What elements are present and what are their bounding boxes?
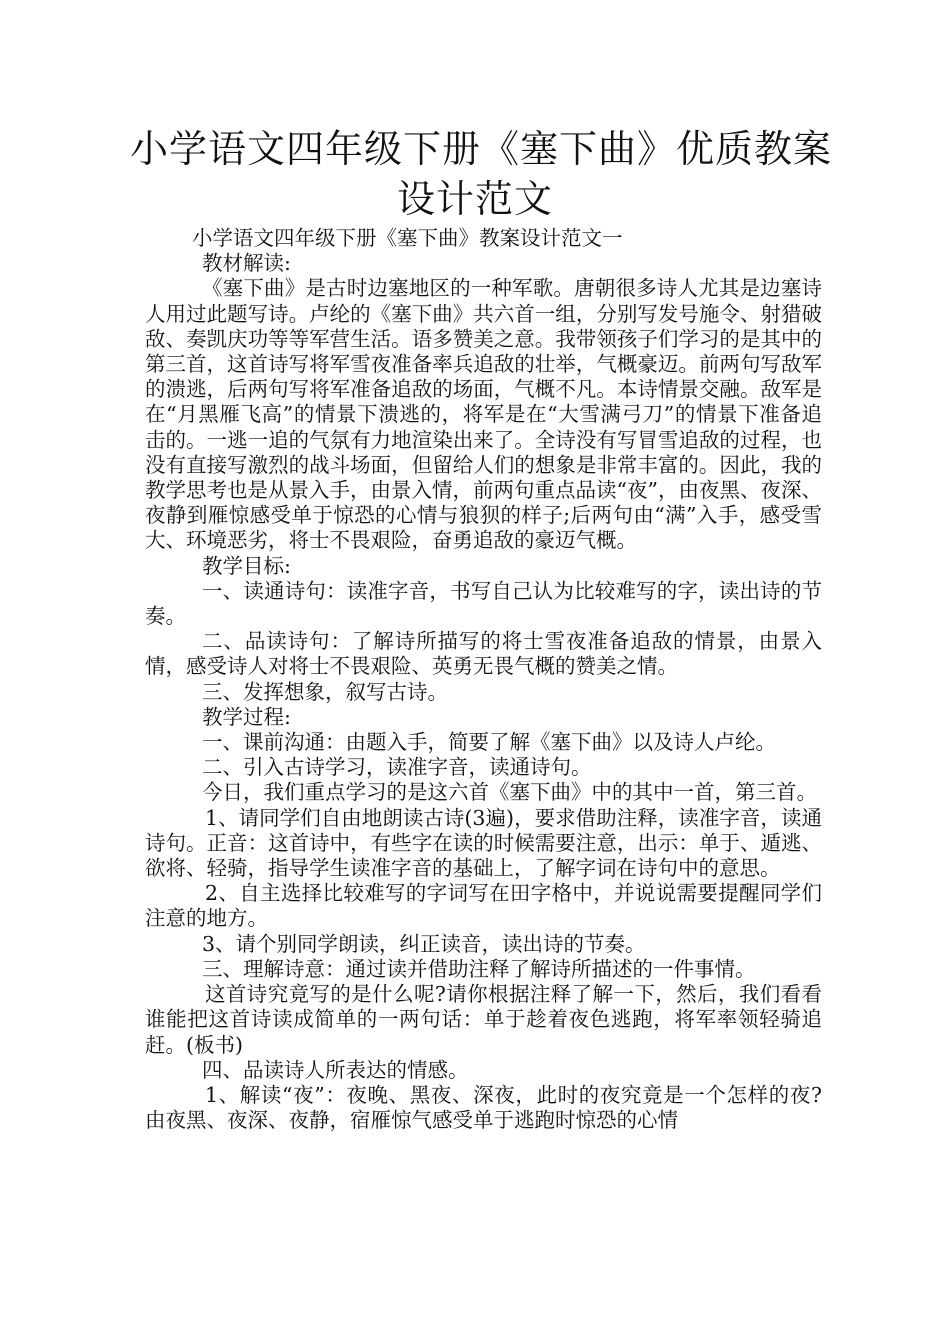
paragraph: 教材解读:: [202, 251, 291, 276]
title-line-1: 小学语文四年级下册《塞下曲》优质教案: [130, 127, 833, 171]
paragraph: 三、发挥想象，叙写古诗。: [202, 679, 448, 704]
paragraph: 今日，我们重点学习的是这六首《塞下曲》中的其中一首，第三首。: [202, 780, 817, 805]
paragraph: 这首诗究竟写的是什么呢?请你根据注释了解一下，然后，我们看看谁能把这首诗读成简单的一两句话：单于趁着夜色逃跑，将军率领轻骑追赶。(板书): [145, 982, 822, 1057]
paragraph: 1、解读“夜”：夜晚、黑夜、深夜，此时的夜究竟是一个怎样的夜?由夜黑、夜深、夜静，宿雁惊气感受单于逃跑时惊恐的心情: [145, 1082, 822, 1133]
paragraph: 一、读通诗句：读准字音，书写自己认为比较难写的字，读出诗的节奏。: [145, 578, 822, 629]
title-line-2: 设计范文: [396, 177, 553, 221]
paragraph: 二、品读诗句：了解诗所描写的将士雪夜准备追敌的情景，由景入情，感受诗人对将士不畏艰险、英勇无畏气概的赞美之情。: [145, 629, 822, 679]
paragraph: 四、品读诗人所表达的情感。: [202, 1057, 469, 1082]
document-body: [145, 226, 822, 1133]
paragraph: 教学目标:: [202, 553, 291, 578]
paragraph: 3、请个别同学朗读，纠正读音，读出诗的节奏。: [202, 931, 646, 956]
paragraph: 教学过程:: [202, 704, 291, 729]
paragraph: 一、课前沟通：由题入手，简要了解《塞下曲》以及诗人卢纶。: [202, 730, 776, 755]
paragraph: 2、自主选择比较难写的字词写在田字格中，并说说需要提醒同学们注意的地方。: [145, 881, 822, 931]
paragraph: 三、理解诗意：通过读并借助注释了解诗所描述的一件事情。: [202, 956, 756, 981]
section-heading: 小学语文四年级下册《塞下曲》教案设计范文一: [192, 226, 623, 250]
paragraph: 《塞下曲》是古时边塞地区的一种军歌。唐朝很多诗人尤其是边塞诗人用过此题写诗。卢纶的《塞下曲》共六首一组，分别写发号施令、射猎破敌、奏凯庆功等等军营生活。语多赞美之意。我带领孩子们学习的是其中的第三首，这首诗写将军雪夜准备率兵追敌的壮举，气概豪迈。前两句写敌军的溃逃，后两句写将军准备追敌的场面，气概不凡。本诗情景交融。敌军是在“月黑雁飞高”的情景下溃逃的，将军是在“大雪满弓刀”的情景下准备追击的。一逃一追的气氛有力地渲染出来了。全诗没有写冒雪追敌的过程，也没有直接写激烈的战斗场面，但留给人们的想象是非常丰富的。因此，我的教学思考也是从景入手，由景入情，前两句重点品读“夜”，由夜黑、夜深、夜静到雁惊感受单于惊恐的心情与狼狈的样子;后两句由“满”入手，感受雪大、环境恶劣，将士不畏艰险，奋勇追敌的豪迈气概。: [145, 276, 822, 553]
document-title: [130, 124, 833, 224]
paragraph: 二、引入古诗学习，读准字音，读通诗句。: [202, 755, 592, 780]
paragraph: 1、请同学们自由地朗读古诗(3遍)，要求借助注释，读准字音，读通诗句。正音：这首诗中，有些字在读的时候需要注意，出示：单于、遁逃、欲将、轻骑，指导学生读准字音的基础上，了解字词在诗句中的意思。: [145, 805, 822, 881]
